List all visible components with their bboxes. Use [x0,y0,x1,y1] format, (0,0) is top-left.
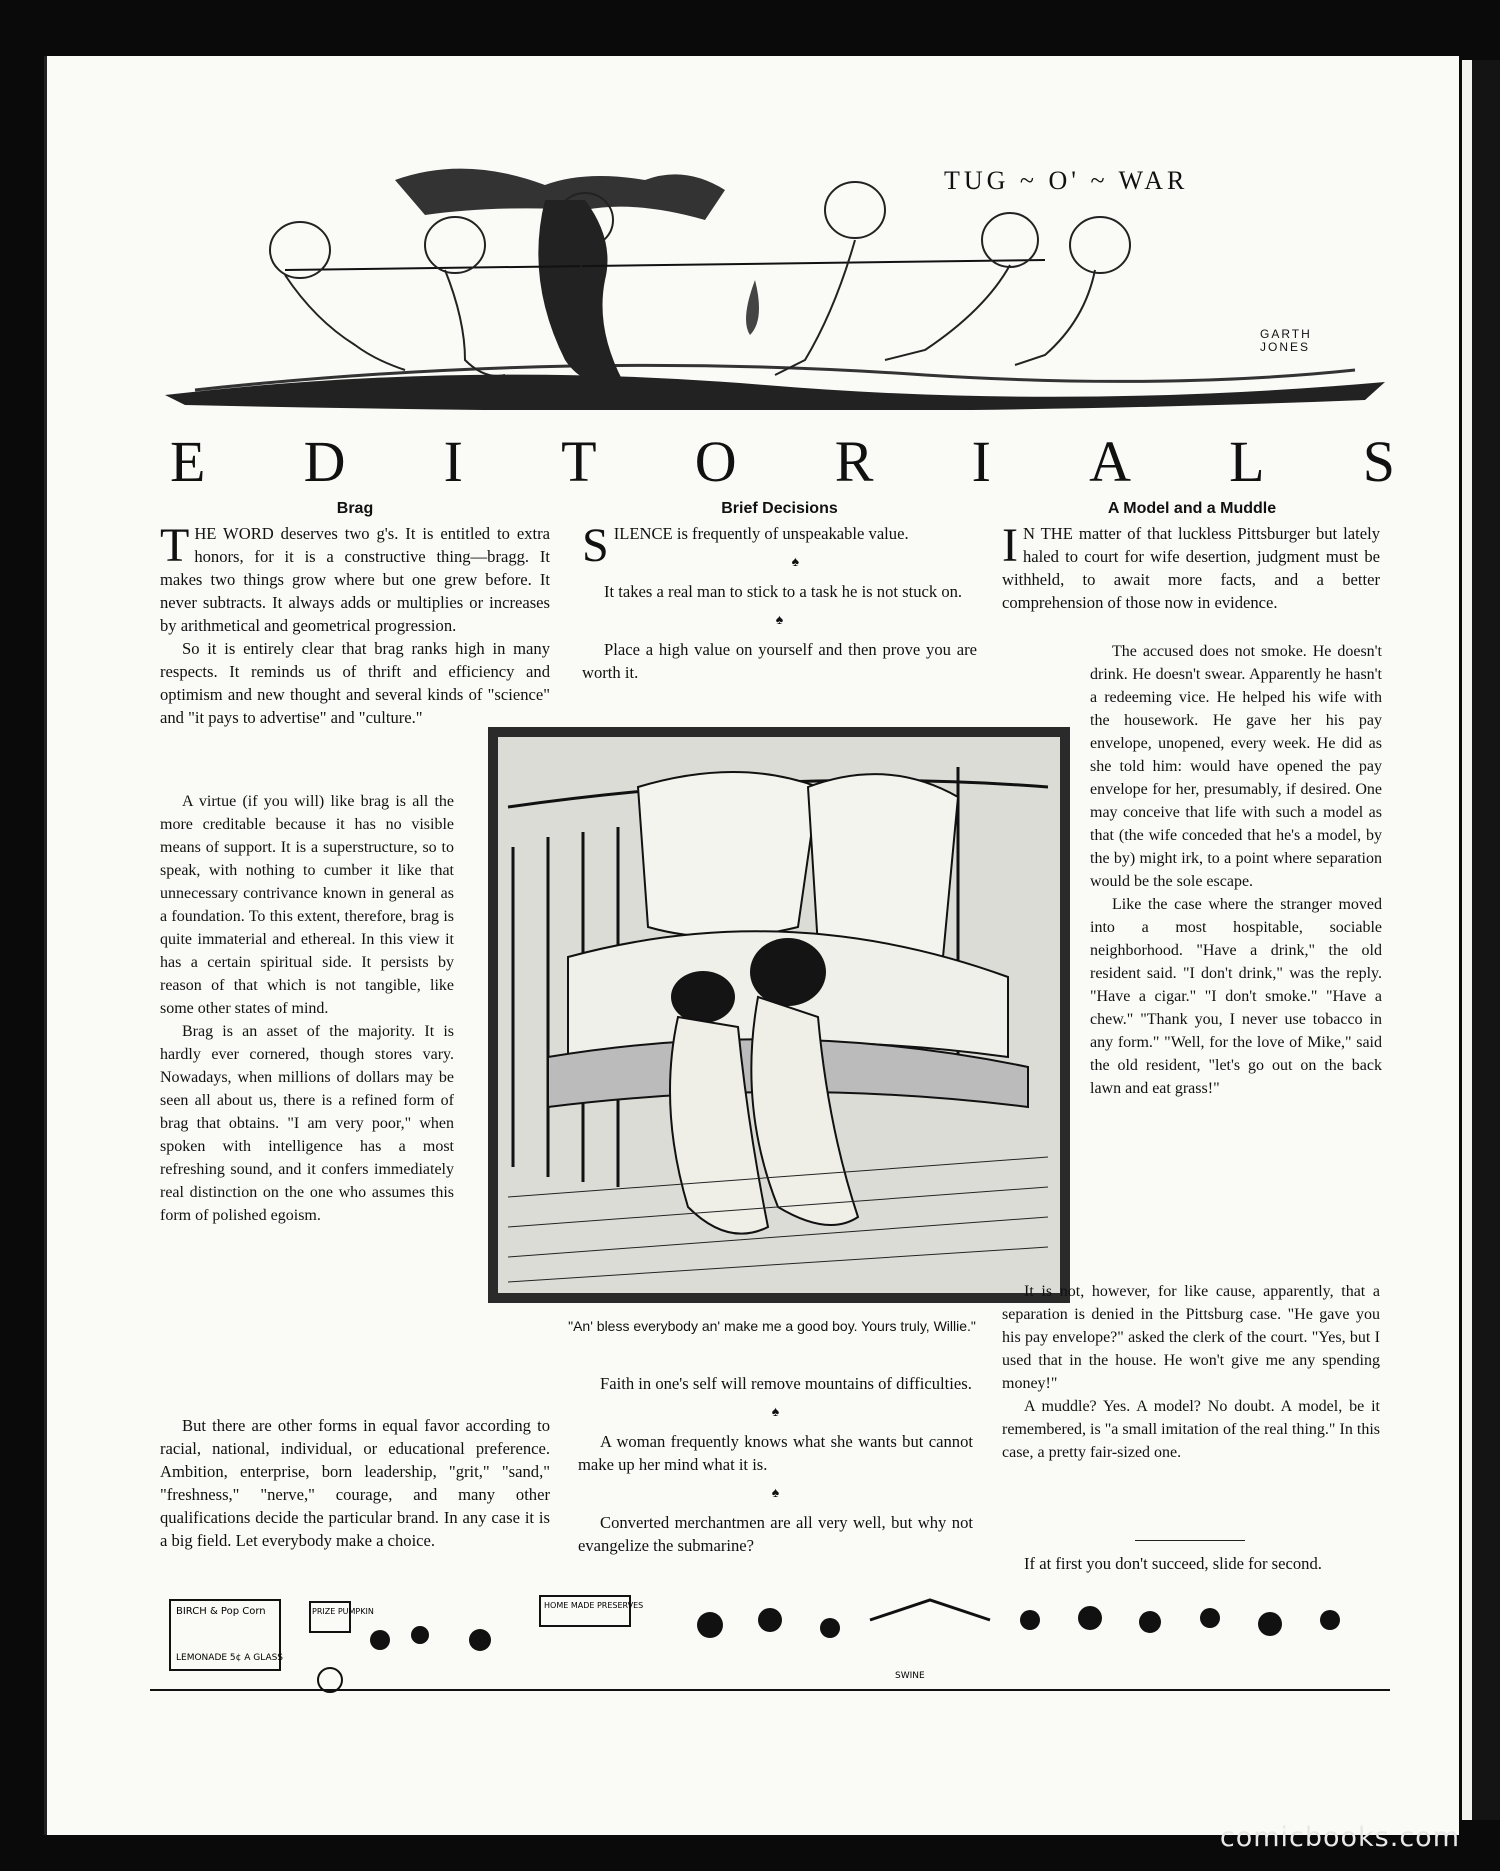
heading-letter: E [170,429,206,494]
spade-separator: ♠ [775,613,784,628]
facing-page-edge [1462,60,1472,1820]
artist-signature [1260,328,1312,354]
drop-cap: I [1002,519,1018,572]
brief-decisions-top [582,519,977,684]
muddle-paragraph-2: The accused does not smoke. He doesn't drink. He doesn't swear. Apparently he hasn't a redeeming vice. He helped his wife with the housework. He gave her his pay envelope, unopened, every week. He did as she told him: would have opened the pay envelope for her, presumably, if desired. One may conceive that life with such a model as that (the wife conceded that he's a model, by the by) might irk, to a point where separation would be the sole escape. [1090,643,1382,890]
praying-children-illustration [488,727,1070,1303]
muddle-paragraph-5: A muddle? Yes. A model? No doubt. A model, be it remembered, is "a small imitation of the real thing." In this case, a pretty fair-sized one. [1002,1398,1380,1461]
brag-paragraph-5: But there are other forms in equal favor according to racial, national, individual, or educational preference. Ambition, enterprise, born leadership, "grit," "sand," "freshness," "nerve," courage, and many other qualifications decide the particular brand. In any case it is a big field. Let everybody make a choice. [160,1416,550,1550]
closing-quip: If at first you don't succeed, slide for second. [1024,1554,1322,1573]
country-fair-comic-strip [150,1580,1390,1700]
brag-paragraph-3: A virtue (if you will) like brag is all the more creditable because it has no visible means of support. It is a superstructure, so to speak, with nothing to cumber it like that unnecessary contrivance known in general as a foundation. To this extent, therefore, brag is quite immaterial and ethereal. In this view it has a certain spiritual side. It persists by reason of that which is not tangible, like some other states of mind. [160,793,454,1017]
drop-cap: T [160,519,190,572]
signature-line-1: GARTH [1260,327,1312,341]
heading-letter: R [834,429,874,494]
decision-item: Converted merchantmen are all very well, but why not evangelize the submarine? [578,1513,973,1555]
decision-item: Faith in one's self will remove mountains of difficulties. [600,1374,972,1393]
brag-paragraph-1: THE WORD deserves two g's. It is entitled to extra honors, for it is a constructive thing—bragg. It makes two things grow where but one grew before. It never subtracts. It always adds or multiplies or increases by arithmetical and geometrical progression. [160,519,550,635]
spade-separator: ♠ [771,1405,780,1420]
brief-decisions-bottom [578,1372,973,1557]
muddle-paragraph-1: I N THE matter of that luckless Pittsburger but lately haled to court for wife desertion, judgment must be withheld, to await more facts, and a better comprehension of those now in evidence. [1002,519,1380,612]
brag-column-top [160,519,550,729]
model-muddle-narrow [1090,640,1382,1100]
illustration-caption: "An' bless everybody an' make me a good boy. Yours truly, Willie." [568,1318,976,1334]
brag-column-bottom [160,1414,550,1552]
banner-title: TUG ~ O' ~ WAR [944,166,1189,195]
binding-shadow [1472,60,1500,1820]
spade-separator: ♠ [791,555,800,570]
brief-decisions-title: Brief Decisions [721,500,838,517]
model-muddle-top [1002,519,1380,614]
spade-separator: ♠ [771,1486,780,1501]
decision-item: Place a high value on yourself and then prove you are worth it. [582,640,977,682]
brag-column-narrow [160,790,454,1227]
heading-letter: T [561,429,597,494]
heading-letter: S [1362,429,1395,494]
heading-letter: O [694,429,737,494]
tug-of-war-banner-illustration [165,160,1385,410]
decision-item: It takes a real man to stick to a task he is not stuck on. [604,582,963,601]
swine-sign: SWINE [895,1671,925,1681]
heading-letter: I [971,429,991,494]
birch-sign: BIRCH & Pop Corn [176,1606,266,1617]
muddle-paragraph-4: It is not, however, for like cause, apparently, that a separation is denied in the Pittsburg case. "He gave you his pay envelope?" asked the clerk of the court. "Yes, but I used that in the house. He won't give me any spending money!" [1002,1283,1380,1392]
prize-sign: PRIZE PUMPKIN [312,1607,374,1616]
model-muddle-title: A Model and a Muddle [1107,500,1277,517]
signature-line-2: JONES [1260,340,1311,354]
heading-letter: D [303,429,346,494]
muddle-paragraph-3: Like the case where the stranger moved into a most hospitable, sociable neighborhood. "Have a drink," the old resident said. "I don't drink," was the reply. "Have a cigar." "I don't smoke." "Have a chew." "Thank you, I never use tobacco in any form." "Well, for the love of Mike," said the old resident, "let's go out on the back lawn and eat grass!" [1090,896,1382,1097]
heading-letter: I [443,429,463,494]
preserves-sign: HOME MADE PRESERVES [544,1601,644,1610]
heading-letter: A [1089,429,1131,494]
brag-paragraph-4: Brag is an asset of the majority. It is hardly ever cornered, though stores vary. Nowadays, when millions of dollars may be seen all about us, there is a refined form of brag that obtains. "I am very poor," when spoken with intelligence has a most refreshing sound, and it confers immediately real distinction on the one who assumes this form of polished egoism. [160,1023,454,1224]
divider-rule [1135,1540,1245,1541]
brag-paragraph-2: So it is entirely clear that brag ranks high in many respects. It reminds us of thrift and efficiency and optimism and new thought and several kinds of "science" and "it pays to advertise" and "culture." [160,639,550,727]
watermark: comicbooks.com [1219,1822,1460,1853]
decision-item: SILENCE is frequently of unspeakable value. [582,519,909,572]
editorials-heading [170,428,1395,495]
decision-item: A woman frequently knows what she wants but cannot make up her mind what it is. [578,1432,973,1474]
brag-title: Brag [336,500,374,517]
model-muddle-bottom [1002,1280,1380,1464]
heading-letter: L [1229,429,1265,494]
lemonade-sign: LEMONADE 5¢ A GLASS [176,1653,284,1663]
drop-cap: S [582,519,609,572]
